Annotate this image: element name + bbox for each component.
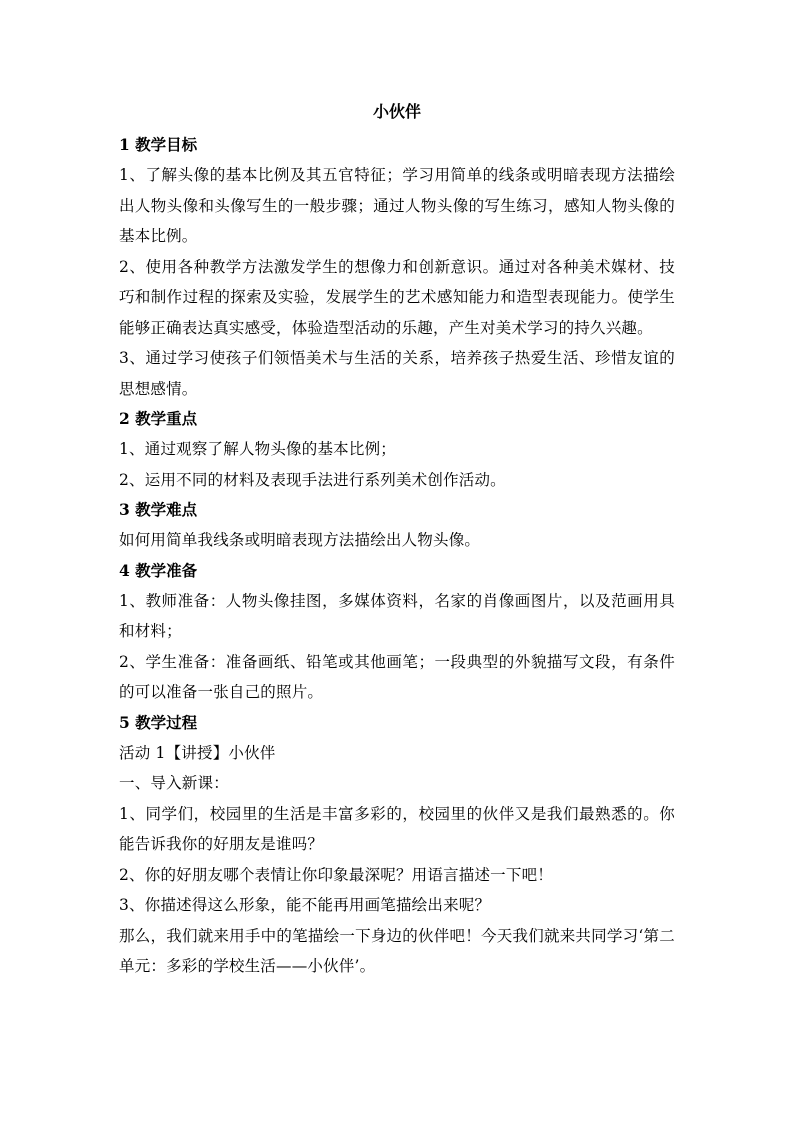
process-paragraph-2: 2、你的好朋友哪个表情让你印象最深呢？用语言描述一下吧！ — [119, 865, 553, 884]
key-point-paragraph-1: 1、通过观察了解人物头像的基本比例； — [119, 440, 396, 458]
objective-paragraph-2: 2、使用各种教学方法激发学生的想像力和创新意识。通过对各种美术媒材、技巧和制作过程的探索及实验，发展学生的艺术感知能力和造型表现能力。使学生能够正确表达真实感受，体验造型活动的乐趣，产生对美术学习的持久兴趣。 — [119, 257, 675, 337]
section-heading-key-points: 2 教学重点 — [119, 409, 198, 428]
section-heading-preparation: 4 教学准备 — [119, 560, 198, 580]
objective-paragraph-3: 3、通过学习使孩子们领悟美术与生活的关系，培养孩子热爱生活、珍惜友谊的思想感情。 — [119, 349, 675, 398]
preparation-paragraph-1: 1、教师准备：人物头像挂图，多媒体资料，名家的肖像画图片，以及范画用具和材料； — [119, 591, 675, 640]
section-heading-objectives: 1 教学目标 — [119, 135, 198, 154]
document-body — [119, 98, 675, 982]
section-heading-process: 5 教学过程 — [119, 712, 198, 732]
objective-paragraph-1: 1、了解头像的基本比例及其五官特征；学习用简单的线条或明暗表现方法描绘出人物头像和头像写生的一般步骤；通过人物头像的写生练习，感知人物头像的基本比例。 — [119, 166, 675, 245]
process-paragraph-3: 3、你描述得这么形象，能不能再用画笔描绘出来呢？ — [119, 896, 491, 914]
section-heading-difficulties: 3 教学难点 — [119, 500, 198, 519]
process-paragraph-1: 1、同学们，校园里的生活是丰富多彩的，校园里的伙伴又是我们最熟悉的。你能告诉我你的好朋友是谁吗？ — [119, 804, 675, 853]
difficulty-paragraph-1: 如何用简单我线条或明暗表现方法描绘出人物头像。 — [119, 531, 481, 549]
page-title: 小伙伴 — [372, 102, 421, 121]
process-activity-line: 活动 1【讲授】小伙伴 — [119, 743, 276, 762]
key-point-paragraph-2: 2、运用不同的材料及表现手法进行系列美术创作活动。 — [119, 470, 506, 489]
process-paragraph-4: 那么，我们就来用手中的笔描绘一下身边的伙伴吧！今天我们就来共同学习‘第二单元：多彩的学校生活——小伙伴’。 — [119, 926, 675, 975]
preparation-paragraph-2: 2、学生准备：准备画纸、铅笔或其他画笔；一段典型的外貌描写文段，有条件的可以准备一张自己的照片。 — [119, 652, 675, 701]
process-intro-line: 一、导入新课： — [119, 774, 229, 792]
